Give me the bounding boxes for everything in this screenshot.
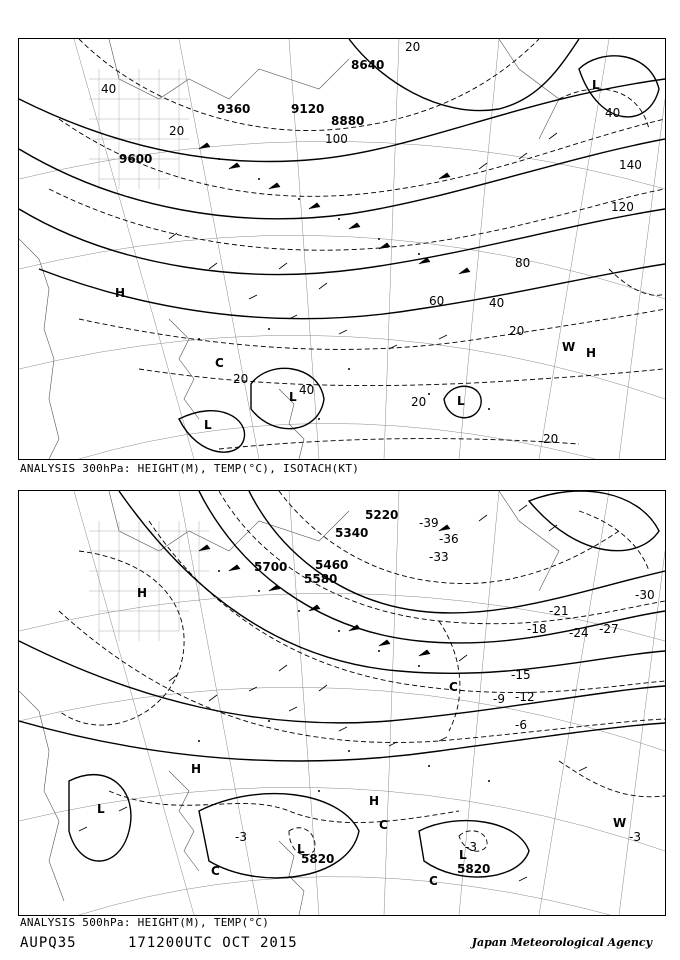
isotach-label: 60	[429, 294, 445, 308]
map-panel-500hpa	[18, 490, 666, 916]
height-label: 9600	[119, 152, 153, 166]
low-center: L	[204, 418, 212, 432]
high-center: H	[115, 286, 126, 300]
agency-name: Japan Meteorological Agency	[471, 936, 652, 949]
temp-label: -15	[511, 668, 531, 682]
temp-label: -18	[527, 622, 547, 636]
temp-label: -3	[465, 840, 477, 854]
temp-label: -3	[235, 830, 247, 844]
height-label: 8880	[331, 114, 365, 128]
height-label: 8640	[351, 58, 385, 72]
cold-center: C	[429, 874, 438, 888]
graticule	[19, 491, 665, 915]
isotach-label: 20	[509, 324, 525, 338]
isotach-label: 20	[543, 432, 559, 446]
cold-center: C	[211, 864, 220, 878]
temp-label: -12	[515, 690, 535, 704]
low-center: L	[297, 842, 305, 856]
height-label: 5820	[457, 862, 491, 876]
cold-center: C	[449, 680, 458, 694]
caption-300hpa: ANALYSIS 300hPa: HEIGHT(M), TEMP(°C), ISOTACH(KT)	[20, 462, 360, 475]
temp-label: -30	[635, 588, 655, 602]
isotach-label: 20	[411, 395, 427, 409]
map-panel-300hpa	[18, 38, 666, 460]
high-center: H	[369, 794, 380, 808]
isotach-label: 20	[233, 372, 249, 386]
low-center: L	[97, 802, 105, 816]
isotach-label: 40	[489, 296, 505, 310]
height-label: 5820	[301, 852, 335, 866]
height-contours	[19, 39, 665, 452]
isotherms	[59, 491, 665, 855]
temp-label: -21	[549, 604, 569, 618]
height-label: 9360	[217, 102, 251, 116]
low-center: L	[459, 848, 467, 862]
high-center: H	[191, 762, 202, 776]
height-label: 5220	[365, 508, 399, 522]
temp-labels	[235, 516, 655, 854]
height-label: 5460	[315, 558, 349, 572]
height-label: 5340	[335, 526, 369, 540]
temp-label: -27	[599, 622, 619, 636]
temp-label: -24	[569, 626, 589, 640]
low-center: L	[457, 394, 465, 408]
cold-center: C	[215, 356, 224, 370]
high-center: H	[586, 346, 597, 360]
isotach-label: 140	[619, 158, 642, 172]
isotach-label: 80	[515, 256, 531, 270]
isotach-label: 40	[605, 106, 621, 120]
caption-500hpa: ANALYSIS 500hPa: HEIGHT(M), TEMP(°C)	[20, 916, 270, 929]
temp-label: -6	[515, 718, 527, 732]
chart-300hpa	[19, 39, 665, 459]
isotach-label: 40	[299, 383, 315, 397]
temp-label: -39	[419, 516, 439, 530]
height-label: 5580	[304, 572, 338, 586]
temp-label: -33	[429, 550, 449, 564]
isotach-label: 20	[169, 124, 185, 138]
warm-center: W	[613, 816, 627, 830]
isotach-labels	[101, 40, 642, 446]
valid-time: 171200UTC OCT 2015	[128, 935, 298, 951]
height-contours	[19, 491, 665, 878]
temp-label: -3	[629, 830, 641, 844]
low-center: L	[592, 78, 600, 92]
low-center: L	[289, 390, 297, 404]
cold-center: C	[379, 818, 388, 832]
chart-500hpa	[19, 491, 665, 915]
height-label: 5700	[254, 560, 288, 574]
isotach-label: 40	[101, 82, 117, 96]
high-center: H	[137, 586, 148, 600]
temp-label: -9	[493, 692, 505, 706]
temp-label: -36	[439, 532, 459, 546]
chart-code: AUPQ35	[20, 935, 77, 951]
isotach-label: 100	[325, 132, 348, 146]
pressure-centers	[115, 78, 600, 432]
warm-center: W	[562, 340, 576, 354]
moist-hatch	[89, 521, 209, 641]
isotachs	[49, 39, 665, 449]
graticule	[19, 39, 665, 459]
height-label: 9120	[291, 102, 325, 116]
isotach-label: 120	[611, 200, 634, 214]
isotach-label: 20	[405, 40, 421, 54]
